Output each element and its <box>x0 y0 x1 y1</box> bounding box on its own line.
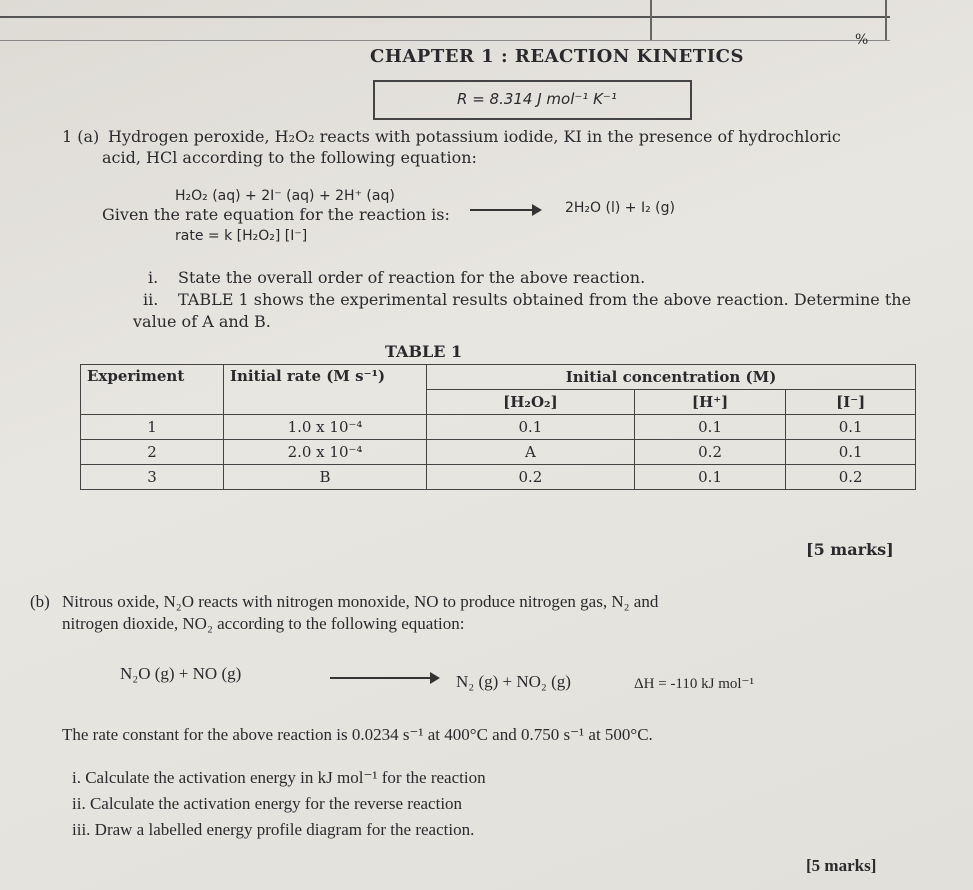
cell-iodide: 0.1 <box>786 440 916 465</box>
chapter-title: CHAPTER 1 : REACTION KINETICS <box>370 46 744 67</box>
question-intro-line2: acid, HCl according to the following equation: <box>102 148 477 167</box>
header-h-plus: [H⁺] <box>634 390 786 415</box>
cell-rate: 2.0 x 10⁻⁴ <box>224 440 427 465</box>
equation-b-products: N₂ (g) + NO₂ (g) <box>456 672 571 691</box>
question-b-intro-line2: nitrogen dioxide, NO₂ according to the following equation: <box>62 614 465 633</box>
cell-rate: B <box>224 465 427 490</box>
table-caption: TABLE 1 <box>385 342 463 361</box>
part-ii-number: ii. <box>143 290 159 309</box>
cell-h-plus: 0.2 <box>634 440 786 465</box>
header-rule <box>0 16 890 18</box>
cell-h2o2: A <box>427 440 635 465</box>
question-intro-line1: Hydrogen peroxide, H₂O₂ reacts with potassium iodide, KI in the presence of hydrochloric <box>108 127 841 146</box>
gas-constant: R = 8.314 J mol⁻¹ K⁻¹ <box>457 90 617 108</box>
reaction-arrow-b <box>330 677 438 679</box>
header-rule-lower <box>0 40 890 41</box>
rate-equation: rate = k [H₂O₂] [I⁻] <box>175 228 308 244</box>
cell-iodide: 0.1 <box>786 415 916 440</box>
part-b-i: i. Calculate the activation energy in kJ mol⁻¹ for the reaction <box>72 768 486 787</box>
marks-a: [5 marks] <box>806 540 894 559</box>
part-ii-text-line1: TABLE 1 shows the experimental results obtained from the above reaction. Determine the <box>178 290 912 309</box>
reaction-arrow <box>470 209 540 211</box>
cell-h-plus: 0.1 <box>634 465 786 490</box>
cell-experiment: 3 <box>81 465 224 490</box>
table-row <box>81 415 916 440</box>
cell-experiment: 1 <box>81 415 224 440</box>
percent-mark: % <box>855 32 869 48</box>
question-b-intro-line1: Nitrous oxide, N₂O reacts with nitrogen monoxide, NO to produce nitrogen gas, N₂ and <box>62 592 659 611</box>
part-i-number: i. <box>148 268 159 287</box>
header-experiment: Experiment <box>81 365 224 415</box>
header-initial-rate: Initial rate (M s⁻¹) <box>224 365 427 415</box>
header-h2o2: [H₂O₂] <box>427 390 635 415</box>
cell-iodide: 0.2 <box>786 465 916 490</box>
cell-h-plus: 0.1 <box>634 415 786 440</box>
part-i-text: State the overall order of reaction for the above reaction. <box>178 268 646 287</box>
rate-intro: Given the rate equation for the reaction is: <box>102 205 450 224</box>
cell-rate: 1.0 x 10⁻⁴ <box>224 415 427 440</box>
kinetics-table <box>80 364 916 490</box>
question-label: 1 (a) <box>62 127 100 146</box>
cell-experiment: 2 <box>81 440 224 465</box>
gas-constant-box <box>373 80 692 120</box>
header-divider <box>650 0 652 40</box>
part-b-ii: ii. Calculate the activation energy for the reverse reaction <box>72 794 463 813</box>
cell-h2o2: 0.2 <box>427 465 635 490</box>
table-header-row <box>81 365 916 390</box>
header-initial-concentration: Initial concentration (M) <box>427 365 916 390</box>
equation-b-reactants: N₂O (g) + NO (g) <box>120 664 242 683</box>
part-b-iii: iii. Draw a labelled energy profile diagram for the reaction. <box>72 820 475 839</box>
rate-constant-statement: The rate constant for the above reaction is 0.0234 s⁻¹ at 400°C and 0.750 s⁻¹ at 500°C. <box>62 725 653 744</box>
equation-products: 2H₂O (l) + I₂ (g) <box>565 200 675 216</box>
cell-h2o2: 0.1 <box>427 415 635 440</box>
question-b-label: (b) <box>30 592 50 611</box>
enthalpy-change: ΔH = -110 kJ mol⁻¹ <box>634 676 754 692</box>
part-ii-text-line2: value of A and B. <box>133 312 271 331</box>
table-row <box>81 440 916 465</box>
table-row <box>81 465 916 490</box>
marks-b: [5 marks] <box>806 856 877 875</box>
header-iodide: [I⁻] <box>786 390 916 415</box>
header-divider-right <box>885 0 887 40</box>
equation-reactants: H₂O₂ (aq) + 2I⁻ (aq) + 2H⁺ (aq) <box>175 188 395 204</box>
